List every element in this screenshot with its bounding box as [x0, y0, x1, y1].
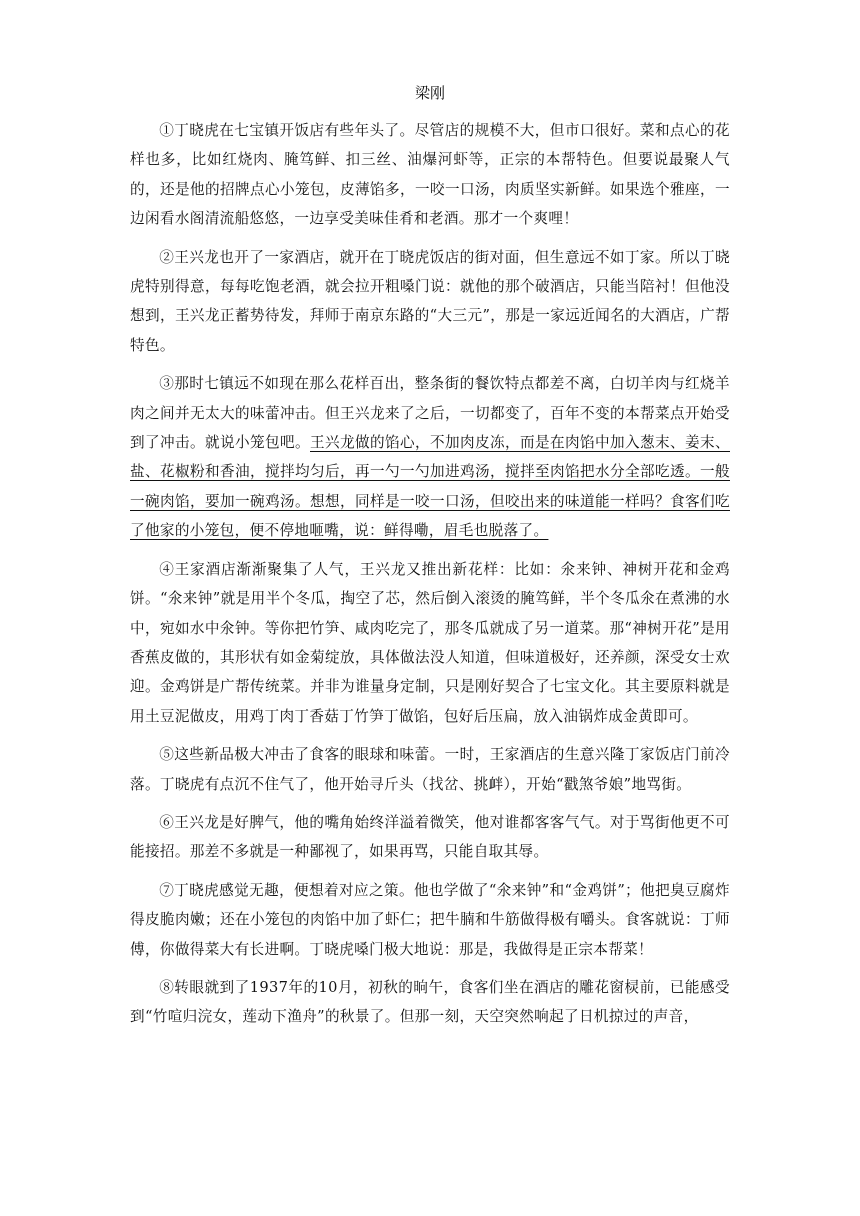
paragraph-6	[130, 808, 730, 867]
paragraph-8	[130, 973, 730, 1032]
paragraph-3-text: ③那时七镇远不如现在那么花样百出，整条街的餐饮特点都差不离，白切羊肉与红烧羊肉之间并无太大的味蕾冲击。但王兴龙来了之后，一切都变了，百年不变的本帮菜点开始受到了冲击。就说小笼包吧。	[130, 375, 730, 452]
paragraph-4	[130, 555, 730, 731]
paragraph-2-text: ②王兴龙也开了一家酒店，就开在丁晓虎饭店的街对面，但生意远不如丁家。所以丁晓虎特别得意，每每吃饱老酒，就会拉开粗嗓门说：就他的那个破酒店，只能当陪衬！但他没想到，王兴龙正蓄势待发，拜师于南京东路的“大三元”，那是一家远近闻名的大酒店，广帮特色。	[130, 248, 730, 354]
paragraph-4-text: ④王家酒店渐渐聚集了人气，王兴龙又推出新花样：比如：氽来钟、神树开花和金鸡饼。“氽来钟”就是用半个冬瓜，掏空了芯，然后倒入滚烫的腌笃鲜，半个冬瓜氽在煮沸的水中，宛如水中氽钟。等你把竹笋、咸肉吃完了，那冬瓜就成了另一道菜。那“神树开花”是用香蕉皮做的，其形状有如金菊绽放，具体做法没人知道，但味道极好，还养颜，深受女士欢迎。金鸡饼是广帮传统菜。并非为谁量身定制，只是刚好契合了七宝文化。其主要原料就是用土豆泥做皮，用鸡丁肉丁香菇丁竹笋丁做馅，包好后压扁，放入油锅炸成金黄即可。	[130, 560, 730, 725]
paragraph-3	[130, 369, 730, 545]
paragraph-8-text: ⑧转眼就到了1937年的10月，初秋的晌午，食客们坐在酒店的雕花窗棂前，已能感受到“竹喧归浣女，莲动下渔舟”的秋景了。但那一刻，天空突然响起了日机掠过的声音，	[130, 978, 730, 1026]
paragraph-1-text: ①丁晓虎在七宝镇开饭店有些年头了。尽管店的规模不大，但市口很好。菜和点心的花样也多，比如红烧肉、腌笃鲜、扣三丝、油爆河虾等，正宗的本帮特色。但要说最聚人气的，还是他的招牌点心小笼包，皮薄馅多，一咬一口汤，肉质坚实新鲜。如果选个雅座，一边闲看水阁清流船悠悠，一边享受美味佳肴和老酒。那才一个爽哩！	[130, 122, 730, 228]
paragraph-2	[130, 243, 730, 361]
paragraph-3-underlined-text: 王兴龙做的馅心，不加肉皮冻，而是在肉馅中加入葱末、姜末、盐、花椒粉和香油，搅拌均匀后，再一勺一勺加进鸡汤，搅拌至肉馅把水分全部吃透。一般一碗肉馅，要加一碗鸡汤。想想，同样是一咬一口汤，但咬出来的味道能一样吗？食客们吃了他家的小笼包，便不停地咂嘴，说：鲜得嘞，眉毛也脱落了。	[130, 434, 730, 540]
paragraph-5	[130, 740, 730, 799]
paragraph-5-text: ⑤这些新品极大冲击了食客的眼球和味蕾。一时，王家酒店的生意兴隆丁家饭店门前冷落。丁晓虎有点沉不住气了，他开始寻斤头（找岔、挑衅），开始“戳煞爷娘”地骂街。	[130, 746, 730, 793]
paragraph-7-text: ⑦丁晓虎感觉无趣，便想着对应之策。他也学做了“氽来钟”和“金鸡饼”；他把臭豆腐炸得皮脆肉嫩；还在小笼包的肉馅中加了虾仁；把牛腩和牛筋做得极有嚼头。食客就说：丁师傅，你做得菜大有长进啊。丁晓虎嗓门极大地说：那是，我做得是正宗本帮菜！	[130, 881, 730, 958]
paragraph-6-text: ⑥王兴龙是好脾气，他的嘴角始终洋溢着微笑，他对谁都客客气气。对于骂街他更不可能接招。那差不多就是一种鄙视了，如果再骂，只能自取其辱。	[130, 813, 730, 861]
author-name: 梁刚	[414, 84, 445, 102]
paragraph-1	[130, 116, 730, 234]
paragraph-7	[130, 876, 730, 964]
